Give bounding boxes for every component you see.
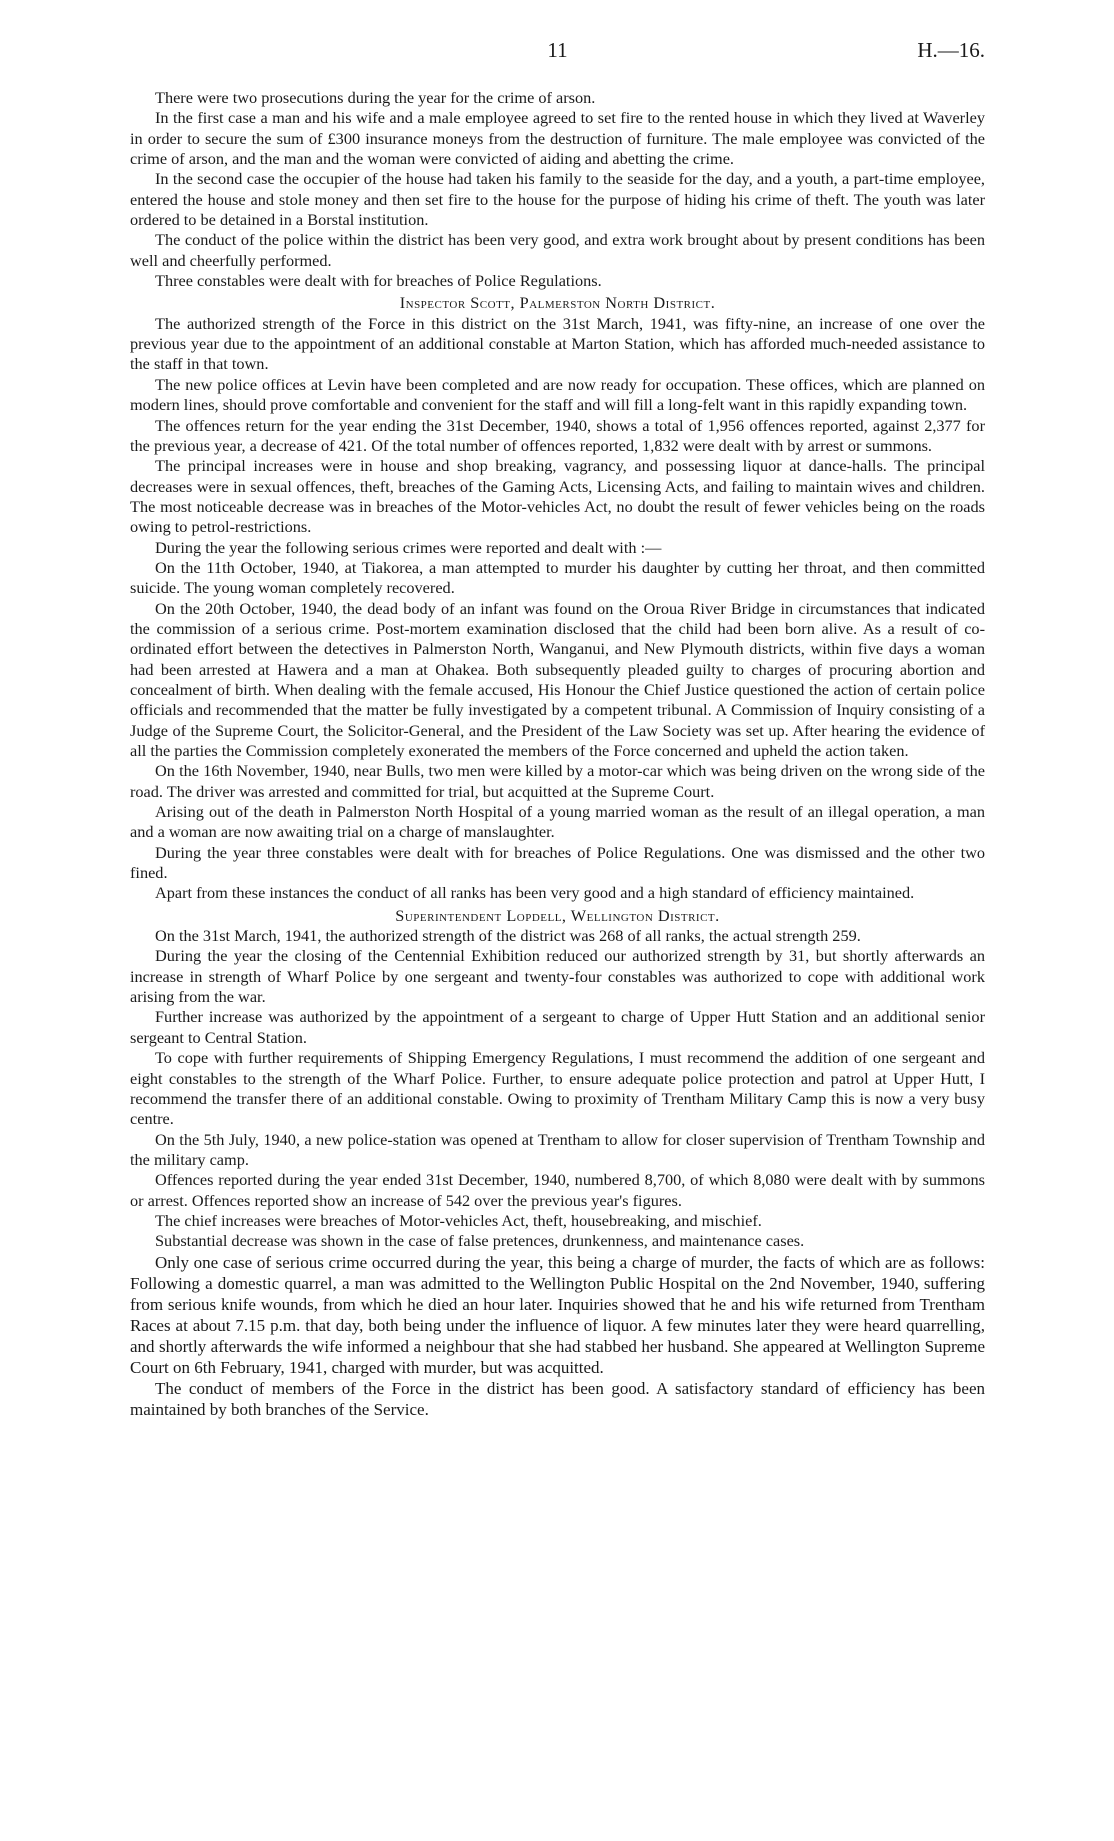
paragraph: Only one case of serious crime occurred during the year, this being a charge of murder, the facts of which are as follows: Following a domestic quarrel, a man was admitted to the Wellington Public Hospital on the 2nd November, 1940, suffering from serious knife wounds, from which he died an hour later. Inquiries showed that he and his wife returned from Trentham Races at about 7.15 p.m. that day, both being under the influence of liquor. A few minutes later they were heard quarrelling, and shortly afterwards the wife informed a neighbour that she had stabbed her husband. She appeared at Wellington Supreme Court on 6th February, 1941, charged with murder, but was acquitted. [130,1252,985,1377]
paragraph: During the year the following serious crimes were reported and dealt with :— [155,537,662,557]
paragraph: On the 20th October, 1940, the dead body of an infant was found on the Oroua River Bridge in circumstances that indicated the commission of a serious crime. Post-mortem examination disclosed that the child had been born alive. As a result of co-ordinated effort between the detectives in Palmerston North, Wanganui, and New Plymouth districts, within five days a woman had been arrested at Hawera and a man at Ohakea. Both subsequently pleaded guilty to charges of procuring abortion and concealment of birth. When dealing with the female accused, His Honour the Chief Justice questioned the action of certain police officials and recommended that the matter be fully investigated by a competent tribunal. A Commission of Inquiry consisting of a Judge of the Supreme Court, the Solicitor-General, and the President of the Law Society was set up. After hearing the evidence of all the parties the Commission completely exonerated the members of the Force concerned and upheld the action taken. [130,598,985,760]
section-arson [130,88,985,291]
paragraph: Apart from these instances the conduct of all ranks has been very good and a high standard of efficiency maintained. [155,883,915,903]
paragraph: On the 16th November, 1940, near Bulls, two men were killed by a motor-car which was being driven on the wrong side of the road. The driver was arrested and committed for trial, but acquitted at the Supreme Court. [130,761,985,801]
paragraph: Further increase was authorized by the appointment of a sergeant to charge of Upper Hutt Station and an additional senior sergeant to Central Station. [130,1007,985,1047]
paragraph: There were two prosecutions during the year for the crime of arson. [155,88,596,107]
section-wellington [130,906,985,1420]
paragraph: During the year the closing of the Centennial Exhibition reduced our authorized strength by 31, but shortly afterwards an increase in strength of Wharf Police by one sergeant and twenty-four constables was authorized to cope with additional work arising from the war. [130,946,985,1007]
section-palmerston-north [130,293,985,903]
paragraph: Arising out of the death in Palmerston North Hospital of a young married woman as the result of an illegal operation, a man and a woman are now awaiting trial on a charge of manslaughter. [130,802,985,842]
closing-block [130,1252,985,1420]
paragraph: The authorized strength of the Force in this district on the 31st March, 1941, was fifty-nine, an increase of one over the previous year due to the appointment of an additional constable at Marton Station, which has afforded much-needed assistance to the staff in that town. [130,313,985,374]
document-body [130,88,985,1420]
paragraph: During the year three constables were dealt with for breaches of Police Regulations. One was dismissed and the other two fined. [130,842,985,883]
paragraph: Three constables were dealt with for breaches of Police Regulations. [155,271,602,291]
paragraph: In the second case the occupier of the house had taken his family to the seaside for the day, and a youth, a part-time employee, entered the house and stole money and then set fire to the house for the purpose of hiding his crime of theft. The youth was later ordered to be detained in a Borstal institution. [130,169,985,230]
paragraph: On the 31st March, 1941, the authorized strength of the district was 268 of all ranks, the actual strength 259. [155,926,861,946]
paragraph: To cope with further requirements of Shipping Emergency Regulations, I must recommend the addition of one sergeant and eight constables to the strength of the Wharf Police. Further, to ensure adequate police protection and patrol at Upper Hutt, I recommend the transfer there of an additional constable. Owing to proximity of Trentham Military Camp this is now a very busy centre. [130,1048,985,1129]
paragraph: The principal increases were in house and shop breaking, vagrancy, and possessing liquor at dance-halls. The principal decreases were in sexual offences, theft, breaches of the Gaming Acts, Licensing Acts, and failing to maintain wives and children. The most noticeable decrease was in breaches of the Motor-vehicles Act, no doubt the result of fewer vehicles being on the roads owing to petrol-restrictions. [130,456,985,537]
section-heading: Superintendent Lopdell, Wellington District. [395,905,720,925]
paragraph: On the 5th July, 1940, a new police-station was opened at Trentham to allow for closer supervision of Trentham Township and the military camp. [130,1129,985,1169]
page-number: 11 [547,38,568,62]
page-header [130,38,985,68]
paragraph: In the first case a man and his wife and a male employee agreed to set fire to the rented house in which they lived at Waverley in order to secure the sum of £300 insurance moneys from the destruction of furniture. The male employee was convicted of the crime of arson, and the man and the woman were convicted of aiding and abetting the crime. [130,108,985,169]
paragraph: Offences reported during the year ended 31st December, 1940, numbered 8,700, of which 8,080 were dealt with by summons or arrest. Offences reported show an increase of 542 over the previous year's figures. [130,1170,985,1210]
paragraph: The conduct of members of the Force in the district has been good. A satisfactory standard of efficiency has been maintained by both branches of the Service. [130,1378,985,1419]
paragraph: The conduct of the police within the district has been very good, and extra work brought about by present conditions has been well and cheerfully performed. [130,230,985,270]
paragraph: The new police offices at Levin have been completed and are now ready for occupation. These offices, which are planned on modern lines, should prove comfortable and convenient for the staff and will fill a long-felt want in this rapidly expanding town. [130,374,985,415]
paragraph: The chief increases were breaches of Motor-vehicles Act, theft, housebreaking, and mischief. [155,1210,762,1230]
document-reference: H.—16. [917,38,985,62]
paragraph: Substantial decrease was shown in the case of false pretences, drunkenness, and maintenance cases. [155,1231,805,1251]
section-heading: Inspector Scott, Palmerston North District. [399,293,716,313]
paragraph: The offences return for the year ending the 31st December, 1940, shows a total of 1,956 offences reported, against 2,377 for the previous year, a decrease of 421. Of the total number of offences reported, 1,832 were dealt with by arrest or summons. [130,415,985,455]
paragraph: On the 11th October, 1940, at Tiakorea, a man attempted to murder his daughter by cutting her throat, and then committed suicide. The young woman completely recovered. [130,557,985,598]
